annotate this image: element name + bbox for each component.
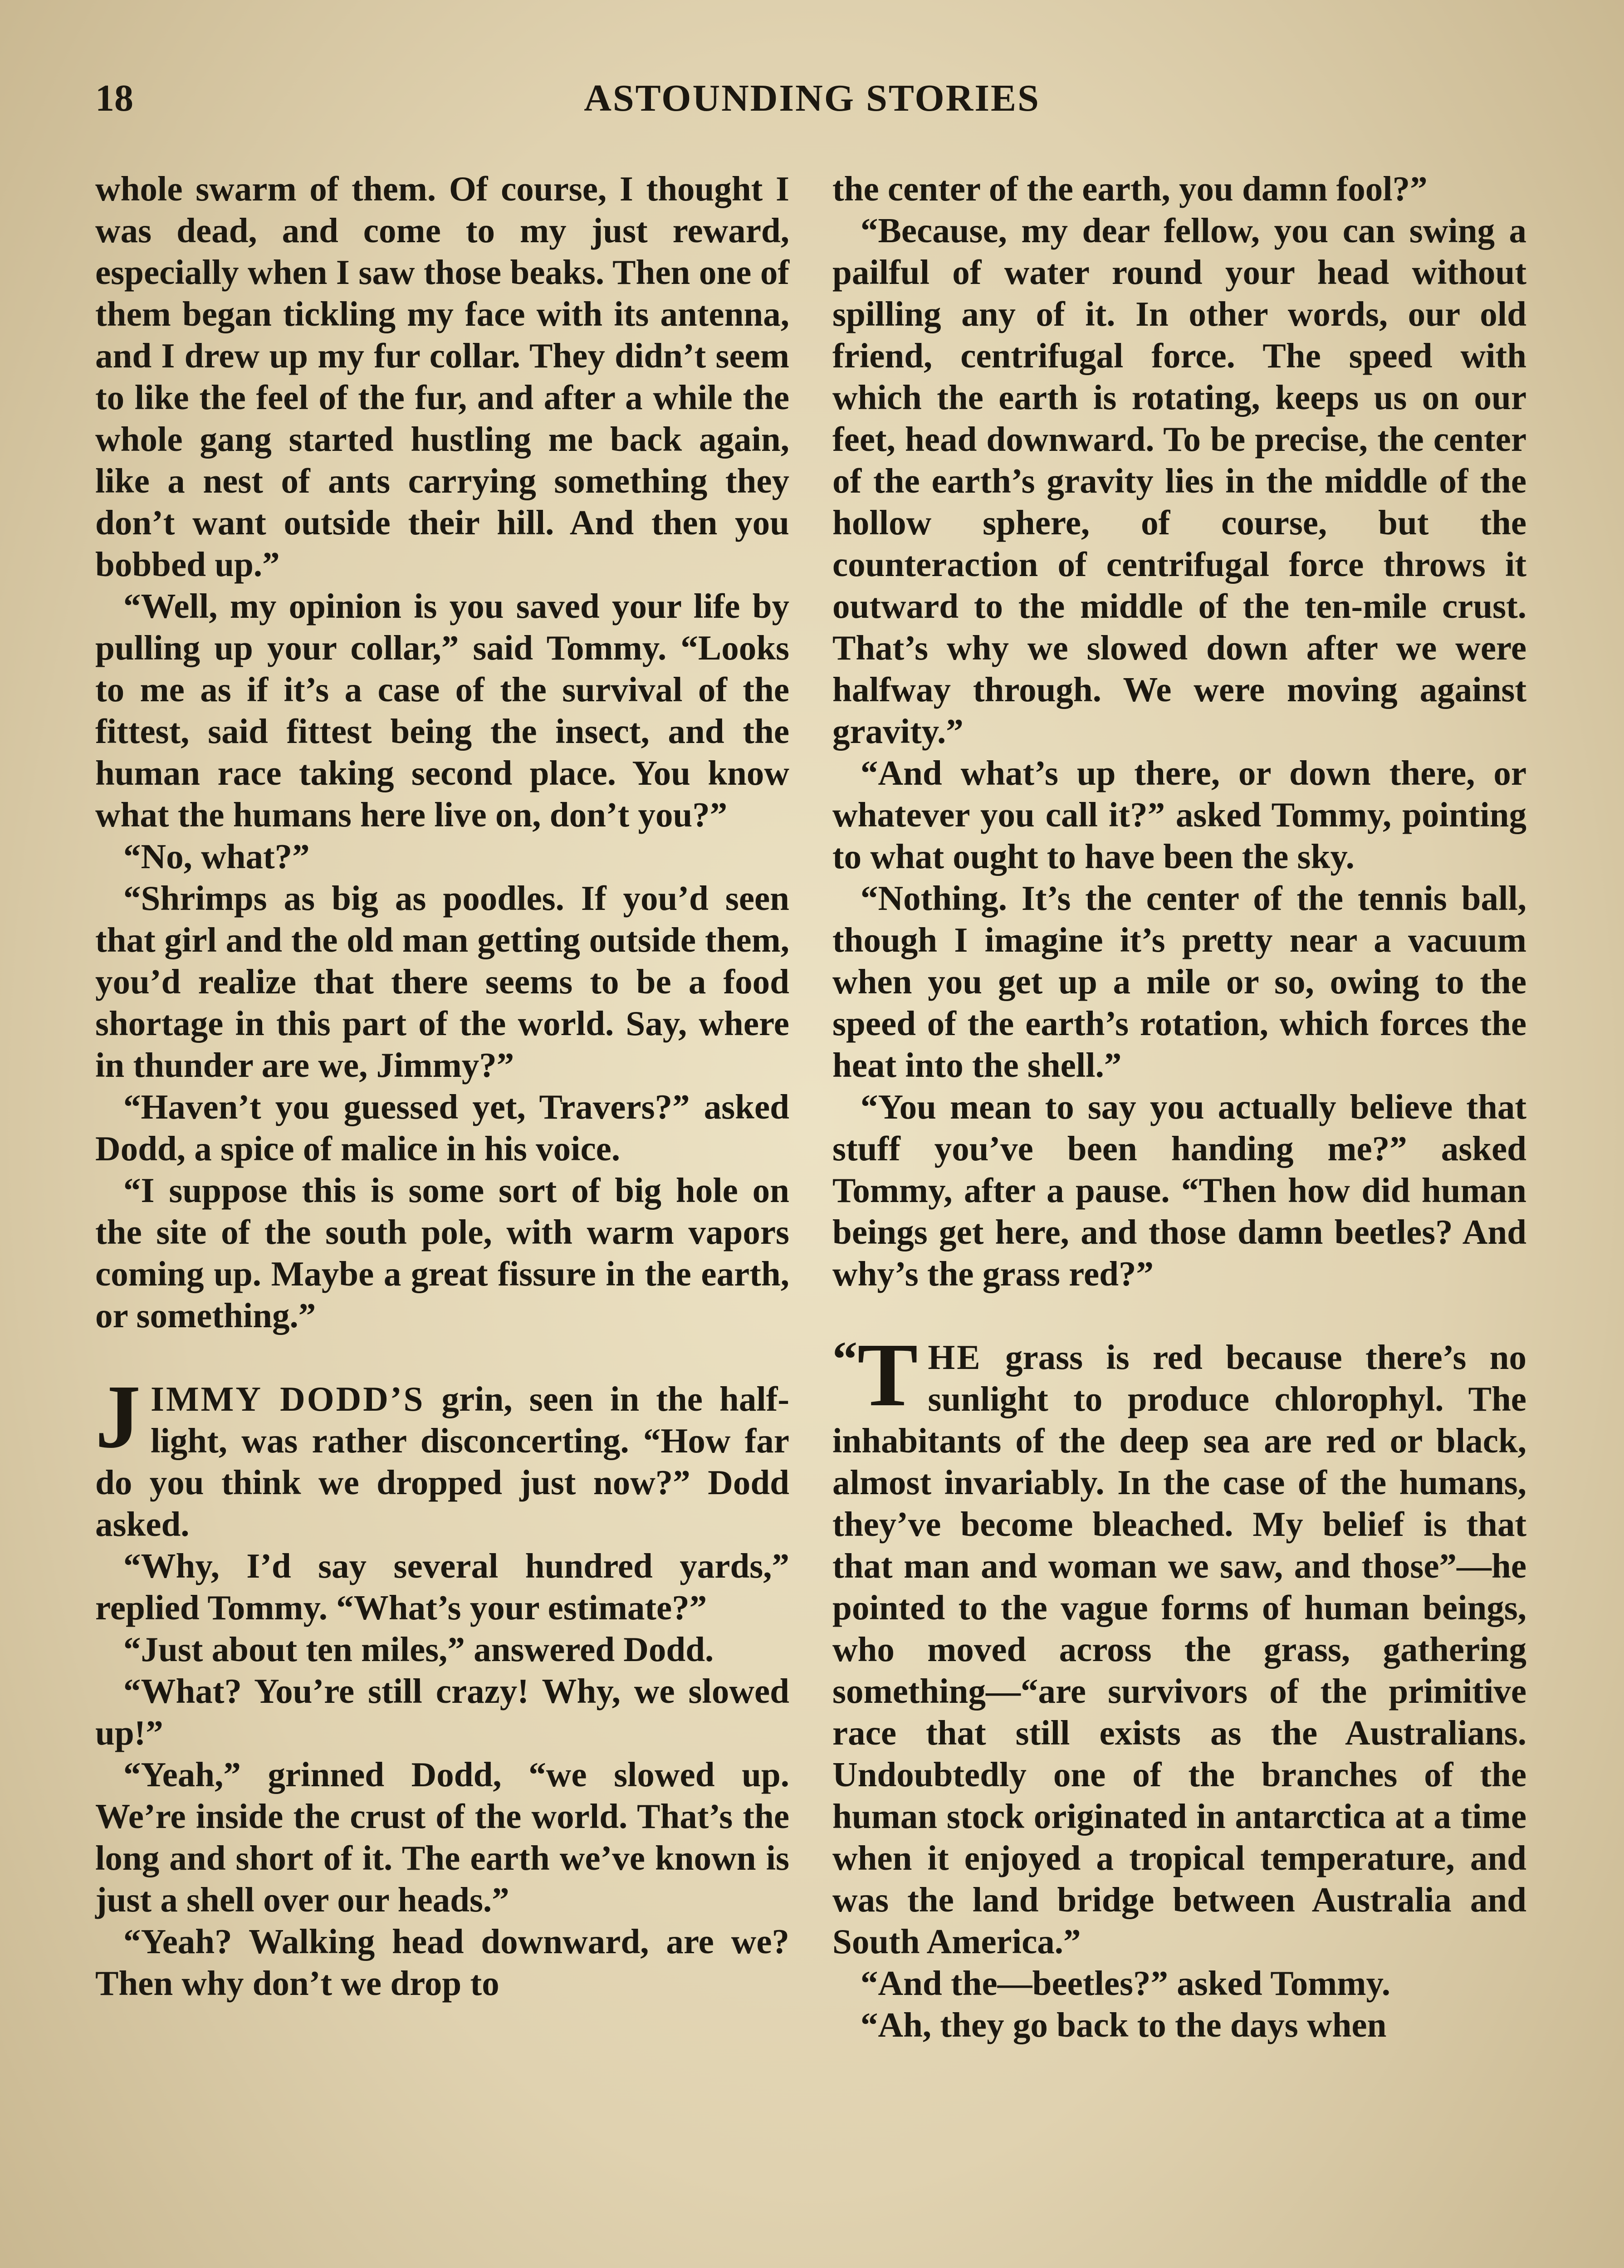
section-opening-paragraph: [95, 1367, 789, 1545]
paragraph: “Because, my dear fellow, you can swing a pailful of water round your head without spilling any of it. In other words, our old friend, centrifugal force. The speed with which the earth is rotating, keeps us on our feet, head downward. To be precise, the center of the earth’s gravity lies in the middle of the hollow sphere, of course, but the counteraction of centrifugal force throws it outward to the middle of the ten-mile crust. That’s why we slowed down after we were halfway through. We were moving against gravity.”: [832, 211, 1526, 751]
running-head: ASTOUNDING STORIES: [584, 77, 1040, 119]
left-column: [95, 168, 789, 2004]
section-lead: IMMY DODD’S: [151, 1379, 425, 1418]
drop-cap: J: [95, 1367, 141, 1467]
paragraph: “And what’s up there, or down there, or whatever you call it?” asked Tommy, pointing to what ought to have been the sky.: [832, 753, 1526, 876]
section-break: [832, 1295, 1526, 1336]
section-text: grass is red because there’s no sunlight to produce chlorophyl. The inhabitants of the deep sea are red or black, almost invariably. In the case of the humans, they’ve become bleached. My belief is that that man and woman we saw, and those”—he pointed to the vague forms of human beings, who moved across the grass, gathering something—“are survivors of the primitive race that still exists as the Australians. Undoubtedly one of the branches of the human stock originated in antarctica at a time when it enjoyed a tropical temperature, and was the land bridge between Australia and South America.”: [832, 1338, 1526, 1961]
paragraph: “And the—beetles?” asked Tommy.: [861, 1964, 1390, 2003]
paragraph: “Just about ten miles,” answered Dodd.: [123, 1630, 714, 1669]
paragraph: “Ah, they go back to the days when: [861, 2005, 1387, 2044]
paragraph: “Nothing. It’s the center of the tennis ball, though I imagine it’s pretty near a vacuum when you get up a mile or so, owing to the speed of the earth’s rotation, which forces the heat into the shell.”: [832, 879, 1526, 1085]
section-lead: HE: [928, 1338, 982, 1377]
paragraph: the center of the earth, you damn fool?”: [832, 169, 1428, 208]
section-break: [95, 1336, 789, 1378]
paragraph: “Yeah,” grinned Dodd, “we slowed up. We’re inside the crust of the world. That’s the long and short of it. The earth we’ve known is just a shell over our heads.”: [95, 1755, 789, 1919]
paragraph: “Shrimps as big as poodles. If you’d seen that girl and the old man getting outside them, you’d realize that there seems to be a food shortage in this part of the world. Say, where in thunder are we, Jimmy?”: [95, 879, 789, 1085]
paragraph: “No, what?”: [123, 837, 310, 876]
section-opening-paragraph: [832, 1325, 1526, 1962]
right-column: [832, 168, 1526, 2046]
paragraph: “Well, my opinion is you saved your life by pulling up your collar,” said Tommy. “Looks to me as if it’s a case of the survival of the fittest, said fittest being the insect, and the human race taking second place. You know what the humans here live on, don’t you?”: [95, 587, 789, 834]
paragraph: “You mean to say you actually believe that stuff you’ve been handing me?” asked Tommy, after a pause. “Then how did human beings get here, and those damn beetles? And why’s the grass red?”: [832, 1087, 1526, 1293]
drop-cap: T: [857, 1325, 918, 1425]
page-number: 18: [95, 77, 133, 119]
paragraph: “What? You’re still crazy! Why, we slowed up!”: [95, 1672, 789, 1752]
paragraph: “I suppose this is some sort of big hole on the site of the south pole, with warm vapors coming up. Maybe a great fissure in the earth, or something.”: [95, 1171, 789, 1335]
paragraph: “Yeah? Walking head downward, are we? Then why don’t we drop to: [95, 1922, 789, 2003]
paragraph: “Haven’t you guessed yet, Travers?” asked Dodd, a spice of malice in his voice.: [95, 1087, 789, 1168]
paragraph: “Why, I’d say several hundred yards,” replied Tommy. “What’s your estimate?”: [95, 1546, 789, 1627]
section-text: grin, seen in the half-light, was rather disconcerting. “How far do you think we dropped just now?” Dodd asked.: [95, 1379, 789, 1544]
opening-quote-mark: “: [832, 1331, 857, 1387]
paragraph: whole swarm of them. Of course, I thought I was dead, and come to my just reward, especially when I saw those beaks. Then one of them began tickling my face with its antenna, and I drew up my fur collar. They didn’t seem to like the feel of the fur, and after a while the whole gang started hustling me back again, like a nest of ants carrying something they don’t want outside their hill. And then you bobbed up.”: [95, 169, 789, 584]
